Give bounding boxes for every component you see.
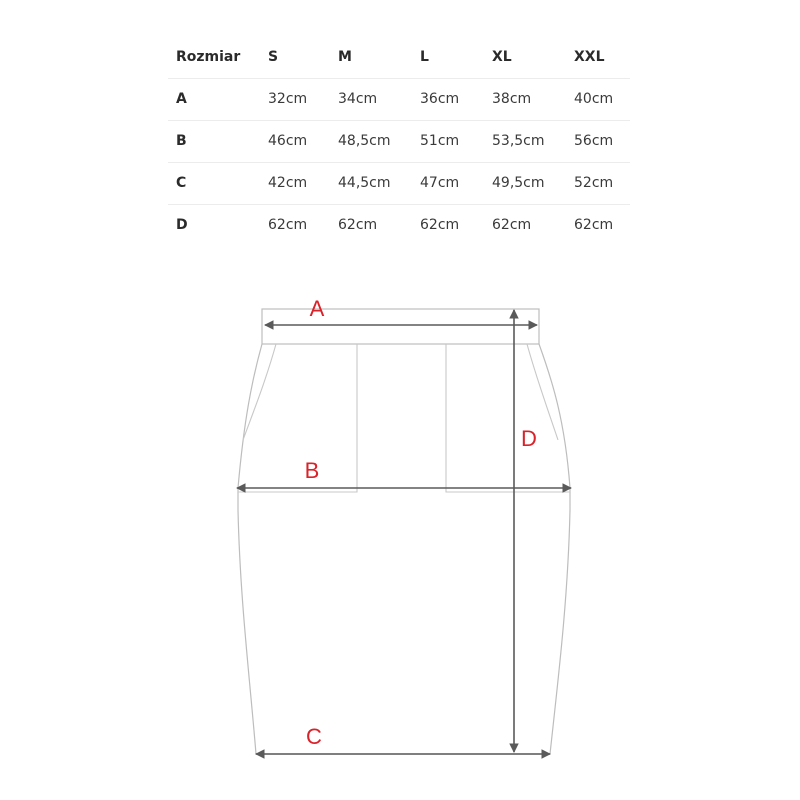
cell-b-xl: 53,5cm xyxy=(492,133,545,149)
row-label-c: C xyxy=(176,175,187,191)
cell-b-l: 51cm xyxy=(420,133,460,149)
table-header-size: Rozmiar xyxy=(176,49,241,65)
table-header-l: L xyxy=(420,49,429,65)
row-label-a: A xyxy=(176,91,187,107)
table-header-xl: XL xyxy=(492,49,512,65)
cell-c-l: 47cm xyxy=(420,175,460,191)
table-header-s: S xyxy=(268,49,279,65)
row-label-d: D xyxy=(176,217,188,233)
cell-a-xxl: 40cm xyxy=(574,91,614,107)
cell-b-s: 46cm xyxy=(268,133,308,149)
cell-c-m: 44,5cm xyxy=(338,175,391,191)
cell-c-s: 42cm xyxy=(268,175,308,191)
skirt-pocket-left xyxy=(243,344,276,440)
cell-c-xxl: 52cm xyxy=(574,175,614,191)
cell-a-m: 34cm xyxy=(338,91,378,107)
cell-a-xl: 38cm xyxy=(492,91,532,107)
cell-d-s: 62cm xyxy=(268,217,308,233)
cell-a-s: 32cm xyxy=(268,91,308,107)
skirt-outline xyxy=(238,344,570,754)
cell-d-xl: 62cm xyxy=(492,217,532,233)
measure-label-d: D xyxy=(521,426,537,451)
table-header-xxl: XXL xyxy=(574,49,605,65)
skirt-waistband xyxy=(262,309,539,344)
cell-c-xl: 49,5cm xyxy=(492,175,545,191)
cell-b-xxl: 56cm xyxy=(574,133,614,149)
table-header-m: M xyxy=(338,49,352,65)
cell-d-m: 62cm xyxy=(338,217,378,233)
cell-b-m: 48,5cm xyxy=(338,133,391,149)
cell-a-l: 36cm xyxy=(420,91,460,107)
measure-label-c: C xyxy=(306,724,322,749)
measure-label-b: B xyxy=(304,458,320,483)
skirt-panel-seam-right xyxy=(446,344,570,492)
measure-label-a: A xyxy=(309,296,325,321)
cell-d-xxl: 62cm xyxy=(574,217,614,233)
row-label-b: B xyxy=(176,133,187,149)
cell-d-l: 62cm xyxy=(420,217,460,233)
